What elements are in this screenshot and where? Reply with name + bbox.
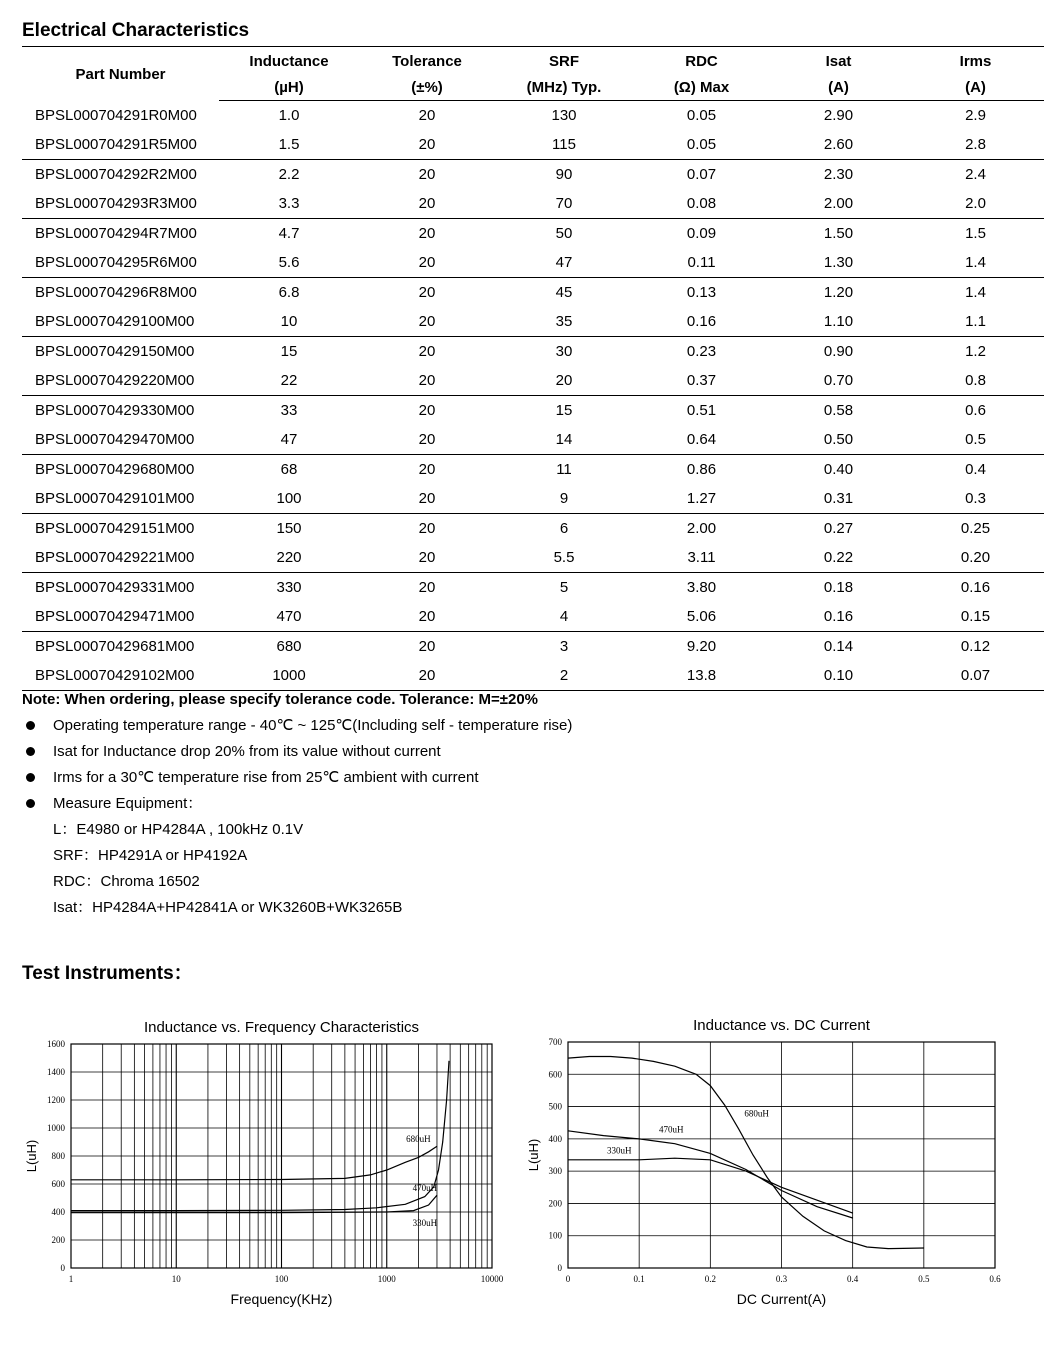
y-tick-label: 0 — [60, 1263, 65, 1273]
inductance-current-chart — [520, 1002, 1010, 1312]
title-rule — [22, 46, 1044, 47]
y-tick-label: 600 — [548, 1069, 562, 1080]
header-irms: Irms — [959, 52, 992, 70]
part-number-cell: BPSL000704292R2M00 — [35, 166, 197, 183]
inductance-cell: 6.8 — [278, 284, 300, 301]
table-row — [22, 307, 1044, 337]
irms-cell: 1.4 — [907, 248, 1044, 278]
table-row — [22, 661, 1044, 691]
y-tick-label: 1000 — [47, 1123, 65, 1133]
header-isat: Isat — [825, 52, 852, 70]
part-number-cell: BPSL00070429150M00 — [35, 343, 195, 360]
header-rdc-unit: (Ω) Max — [633, 74, 770, 101]
tolerance-cell: 20 — [359, 661, 495, 691]
header-irms-unit: (A) — [907, 74, 1044, 101]
part-number-cell: BPSL00070429100M00 — [22, 307, 219, 337]
inductance-cell: 3.3 — [219, 189, 359, 219]
srf-cell: 15 — [555, 402, 573, 419]
y-tick-label: 400 — [548, 1133, 562, 1144]
isat-cell: 2.30 — [823, 166, 854, 183]
rdc-cell: 3.80 — [686, 579, 717, 596]
inductance-cell: 680 — [276, 638, 302, 655]
x-tick-label: 0.5 — [918, 1274, 930, 1284]
tolerance-cell: 20 — [359, 248, 495, 278]
test-instruments-title: Test Instruments： — [22, 963, 193, 984]
rdc-cell: 0.23 — [686, 343, 717, 360]
bullet-dot-icon — [26, 799, 35, 808]
srf-cell: 130 — [551, 107, 577, 124]
bullet-dot-icon — [26, 773, 35, 782]
inductance-cell: 47 — [219, 425, 359, 455]
rdc-cell: 0.16 — [633, 307, 770, 337]
irms-cell: 0.15 — [907, 602, 1044, 632]
tolerance-cell: 20 — [418, 461, 436, 478]
part-number-cell: BPSL00070429101M00 — [22, 484, 219, 514]
table-row — [22, 337, 1044, 367]
chart-title: Inductance vs. DC Current — [693, 1017, 870, 1034]
x-tick-label: 0.6 — [989, 1274, 1001, 1284]
series-label: 680uH — [406, 1134, 431, 1144]
part-number-cell: BPSL00070429151M00 — [35, 520, 195, 537]
rdc-cell: 9.20 — [686, 638, 717, 655]
section-title: Electrical Characteristics — [22, 20, 250, 41]
bullet-item: Operating temperature range - 40℃ ~ 125℃(Including self - temperature rise) — [22, 716, 572, 742]
srf-cell: 14 — [495, 425, 633, 455]
table-row — [22, 248, 1044, 278]
isat-cell: 2.00 — [770, 189, 907, 219]
isat-cell: 0.70 — [770, 366, 907, 396]
table-row — [22, 396, 1044, 426]
x-tick-label: 0.2 — [704, 1274, 716, 1284]
table-row — [22, 514, 1044, 544]
srf-cell: 45 — [555, 284, 573, 301]
table-body — [22, 101, 1044, 691]
isat-cell: 0.18 — [823, 579, 854, 596]
rdc-cell: 1.27 — [633, 484, 770, 514]
header-row-1 — [22, 48, 1044, 74]
irms-cell: 0.3 — [907, 484, 1044, 514]
inductance-cell: 15 — [280, 343, 298, 360]
srf-cell: 35 — [495, 307, 633, 337]
rdc-cell: 0.11 — [633, 248, 770, 278]
isat-cell: 0.16 — [770, 602, 907, 632]
x-tick-label: 10 — [171, 1274, 181, 1284]
y-tick-label: 200 — [548, 1198, 562, 1209]
srf-cell: 115 — [495, 130, 633, 160]
y-tick-label: 1200 — [47, 1095, 65, 1105]
tolerance-cell: 20 — [418, 402, 436, 419]
table-row — [22, 130, 1044, 160]
table-row — [22, 455, 1044, 485]
irms-cell: 2.4 — [965, 166, 986, 183]
y-tick-label: 800 — [51, 1151, 65, 1161]
isat-cell: 1.10 — [770, 307, 907, 337]
rdc-cell: 5.06 — [633, 602, 770, 632]
isat-cell: 0.14 — [823, 638, 854, 655]
table-row — [22, 189, 1044, 219]
x-tick-label: 0.4 — [847, 1274, 859, 1284]
table-row — [22, 219, 1044, 249]
header-inductance: Inductance — [249, 52, 329, 70]
srf-cell: 20 — [495, 366, 633, 396]
inductance-cell: 220 — [219, 543, 359, 573]
part-number-cell: BPSL00070429102M00 — [22, 661, 219, 691]
isat-cell: 2.90 — [823, 107, 854, 124]
inductance-frequency-chart — [22, 1002, 512, 1312]
chart-title: Inductance vs. Frequency Characteristics — [143, 1019, 420, 1036]
rdc-cell: 0.13 — [686, 284, 717, 301]
table-row — [22, 278, 1044, 308]
table-row — [22, 602, 1044, 632]
part-number-cell: BPSL000704295R6M00 — [22, 248, 219, 278]
inductance-cell: 1.0 — [278, 107, 300, 124]
rdc-cell: 0.64 — [633, 425, 770, 455]
series-label: 470uH — [658, 1124, 684, 1135]
y-tick-label: 200 — [51, 1235, 65, 1245]
tolerance-cell: 20 — [359, 307, 495, 337]
table-row — [22, 632, 1044, 662]
y-tick-label: 0 — [557, 1263, 562, 1273]
y-tick-label: 700 — [548, 1037, 562, 1047]
bullet-dot-icon — [26, 747, 35, 756]
equipment-line: L：E4980 or HP4284A , 100kHz 0.1V — [53, 821, 304, 838]
tolerance-cell: 20 — [418, 166, 436, 183]
irms-cell: 2.8 — [907, 130, 1044, 160]
inductance-cell: 1.5 — [219, 130, 359, 160]
tolerance-cell: 20 — [359, 366, 495, 396]
rdc-cell: 0.05 — [686, 107, 717, 124]
tolerance-cell: 20 — [359, 484, 495, 514]
part-number-cell: BPSL00070429470M00 — [22, 425, 219, 455]
inductance-cell: 22 — [219, 366, 359, 396]
srf-cell: 5 — [559, 579, 569, 596]
rdc-cell: 0.07 — [686, 166, 717, 183]
x-tick-label: 1000 — [377, 1274, 396, 1284]
y-tick-label: 300 — [548, 1166, 562, 1177]
inductance-cell: 10 — [219, 307, 359, 337]
bullet-item: Measure Equipment： — [22, 794, 572, 820]
inductance-cell: 68 — [280, 461, 298, 478]
part-number-cell: BPSL000704294R7M00 — [35, 225, 197, 242]
srf-cell: 9 — [495, 484, 633, 514]
irms-cell: 1.2 — [965, 343, 986, 360]
srf-cell: 50 — [555, 225, 573, 242]
part-number-cell: BPSL00070429681M00 — [35, 638, 195, 655]
srf-cell: 30 — [555, 343, 573, 360]
isat-cell: 0.10 — [770, 661, 907, 691]
srf-cell: 5.5 — [495, 543, 633, 573]
part-number-cell: BPSL00070429220M00 — [22, 366, 219, 396]
part-number-cell: BPSL00070429221M00 — [22, 543, 219, 573]
srf-cell: 2 — [495, 661, 633, 691]
rdc-cell: 2.00 — [686, 520, 717, 537]
srf-cell: 6 — [559, 520, 569, 537]
rdc-cell: 0.08 — [633, 189, 770, 219]
tolerance-cell: 20 — [359, 130, 495, 160]
equipment-line: Isat：HP4284A+HP42841A or WK3260B+WK3265B — [53, 899, 403, 916]
tolerance-cell: 20 — [418, 520, 436, 537]
series-label: 470uH — [412, 1183, 438, 1193]
header-tolerance: Tolerance — [392, 52, 462, 70]
part-number-cell: BPSL00070429330M00 — [35, 402, 195, 419]
irms-cell: 1.4 — [965, 284, 986, 301]
inductance-cell: 470 — [219, 602, 359, 632]
x-tick-label: 0 — [565, 1274, 571, 1284]
inductance-cell: 100 — [219, 484, 359, 514]
inductance-cell: 150 — [276, 520, 302, 537]
srf-cell: 11 — [556, 461, 572, 478]
tolerance-cell: 20 — [418, 579, 436, 596]
irms-cell: 0.12 — [960, 638, 991, 655]
table-row — [22, 101, 1044, 131]
x-tick-label: 0.1 — [633, 1274, 645, 1284]
srf-cell: 90 — [555, 166, 573, 183]
irms-cell: 1.5 — [965, 225, 986, 242]
header-srf: SRF — [549, 52, 579, 70]
irms-cell: 1.1 — [907, 307, 1044, 337]
y-tick-label: 1400 — [47, 1067, 65, 1077]
series-label: 330uH — [412, 1218, 438, 1228]
isat-cell: 0.90 — [823, 343, 854, 360]
header-inductance-unit: (µH) — [219, 74, 359, 101]
series-label: 330uH — [606, 1145, 632, 1156]
tolerance-cell: 20 — [359, 425, 495, 455]
y-tick-label: 100 — [548, 1230, 562, 1241]
tolerance-cell: 20 — [359, 543, 495, 573]
isat-cell: 0.58 — [823, 402, 854, 419]
isat-cell: 0.31 — [770, 484, 907, 514]
header-rdc: RDC — [685, 52, 718, 70]
part-number-cell: BPSL00070429331M00 — [35, 579, 195, 596]
y-axis-label: L(uH) — [526, 1138, 541, 1172]
isat-cell: 1.50 — [823, 225, 854, 242]
tolerance-cell: 20 — [418, 284, 436, 301]
rdc-cell: 0.05 — [633, 130, 770, 160]
isat-cell: 1.30 — [770, 248, 907, 278]
header-isat-unit: (A) — [770, 74, 907, 101]
x-axis-label: Frequency(KHz) — [230, 1291, 333, 1307]
srf-cell: 70 — [495, 189, 633, 219]
equipment-line: RDC：Chroma 16502 — [53, 873, 200, 890]
y-tick-label: 400 — [51, 1207, 65, 1217]
inductance-cell: 33 — [280, 402, 298, 419]
irms-cell: 0.4 — [965, 461, 986, 478]
rdc-cell: 0.51 — [686, 402, 717, 419]
bullet-dot-icon — [26, 721, 35, 730]
part-number-cell: BPSL000704293R3M00 — [22, 189, 219, 219]
rdc-cell: 0.86 — [686, 461, 717, 478]
x-tick-label: 1 — [68, 1274, 74, 1284]
inductance-cell: 1000 — [219, 661, 359, 691]
inductance-cell: 4.7 — [278, 225, 300, 242]
srf-cell: 47 — [495, 248, 633, 278]
table-row — [22, 543, 1044, 573]
rdc-cell: 13.8 — [633, 661, 770, 691]
isat-cell: 2.60 — [770, 130, 907, 160]
tolerance-cell: 20 — [418, 225, 436, 242]
x-tick-label: 10000 — [480, 1274, 504, 1284]
y-tick-label: 1600 — [47, 1039, 65, 1049]
table-row — [22, 573, 1044, 603]
inductance-cell: 330 — [276, 579, 302, 596]
srf-cell: 4 — [495, 602, 633, 632]
isat-cell: 0.40 — [823, 461, 854, 478]
y-tick-label: 600 — [51, 1179, 65, 1189]
electrical-characteristics-table — [22, 48, 1044, 691]
isat-cell: 0.22 — [770, 543, 907, 573]
table-row — [22, 484, 1044, 514]
irms-cell: 0.07 — [907, 661, 1044, 691]
header-srf-unit: (MHz) Typ. — [495, 74, 633, 101]
srf-cell: 3 — [559, 638, 569, 655]
part-number-cell: BPSL000704296R8M00 — [35, 284, 197, 301]
equipment-line: SRF：HP4291A or HP4192A — [53, 847, 248, 864]
tolerance-cell: 20 — [418, 107, 436, 124]
header-tolerance-unit: (±%) — [359, 74, 495, 101]
x-tick-label: 0.3 — [775, 1274, 788, 1284]
inductance-cell: 5.6 — [219, 248, 359, 278]
table-row — [22, 425, 1044, 455]
part-number-cell: BPSL000704291R5M00 — [22, 130, 219, 160]
series-label: 680uH — [744, 1108, 769, 1119]
irms-cell: 0.25 — [960, 520, 991, 537]
tolerance-cell: 20 — [359, 602, 495, 632]
isat-cell: 0.50 — [770, 425, 907, 455]
isat-cell: 0.27 — [823, 520, 854, 537]
table-row — [22, 366, 1044, 396]
x-tick-label: 100 — [274, 1274, 289, 1284]
isat-cell: 1.20 — [823, 284, 854, 301]
irms-cell: 0.8 — [907, 366, 1044, 396]
bullet-item: Isat for Inductance drop 20% from its value without current — [22, 742, 572, 768]
tolerance-cell: 20 — [418, 638, 436, 655]
x-axis-label: DC Current(A) — [736, 1291, 827, 1307]
irms-cell: 2.9 — [965, 107, 986, 124]
part-number-cell: BPSL00070429680M00 — [35, 461, 195, 478]
irms-cell: 0.16 — [960, 579, 991, 596]
ordering-note: Note: When ordering, please specify tolerance code. Tolerance: M=±20% — [22, 691, 539, 708]
tolerance-cell: 20 — [359, 189, 495, 219]
header-part-number: Part Number — [75, 65, 166, 83]
bullet-item: Irms for a 30℃ temperature rise from 25℃ ambient with current — [22, 768, 572, 794]
irms-cell: 2.0 — [907, 189, 1044, 219]
tolerance-cell: 20 — [418, 343, 436, 360]
table-row — [22, 160, 1044, 190]
irms-cell: 0.5 — [907, 425, 1044, 455]
rdc-cell: 0.37 — [633, 366, 770, 396]
y-tick-label: 500 — [548, 1101, 562, 1112]
series-line-470uH — [71, 1061, 449, 1211]
rdc-cell: 3.11 — [633, 543, 770, 573]
spec-bullets — [22, 716, 572, 820]
irms-cell: 0.6 — [965, 402, 986, 419]
inductance-cell: 2.2 — [278, 166, 300, 183]
part-number-cell: BPSL00070429471M00 — [22, 602, 219, 632]
part-number-cell: BPSL000704291R0M00 — [35, 106, 197, 124]
irms-cell: 0.20 — [907, 543, 1044, 573]
rdc-cell: 0.09 — [686, 225, 717, 242]
y-axis-label: L(uH) — [24, 1139, 39, 1173]
